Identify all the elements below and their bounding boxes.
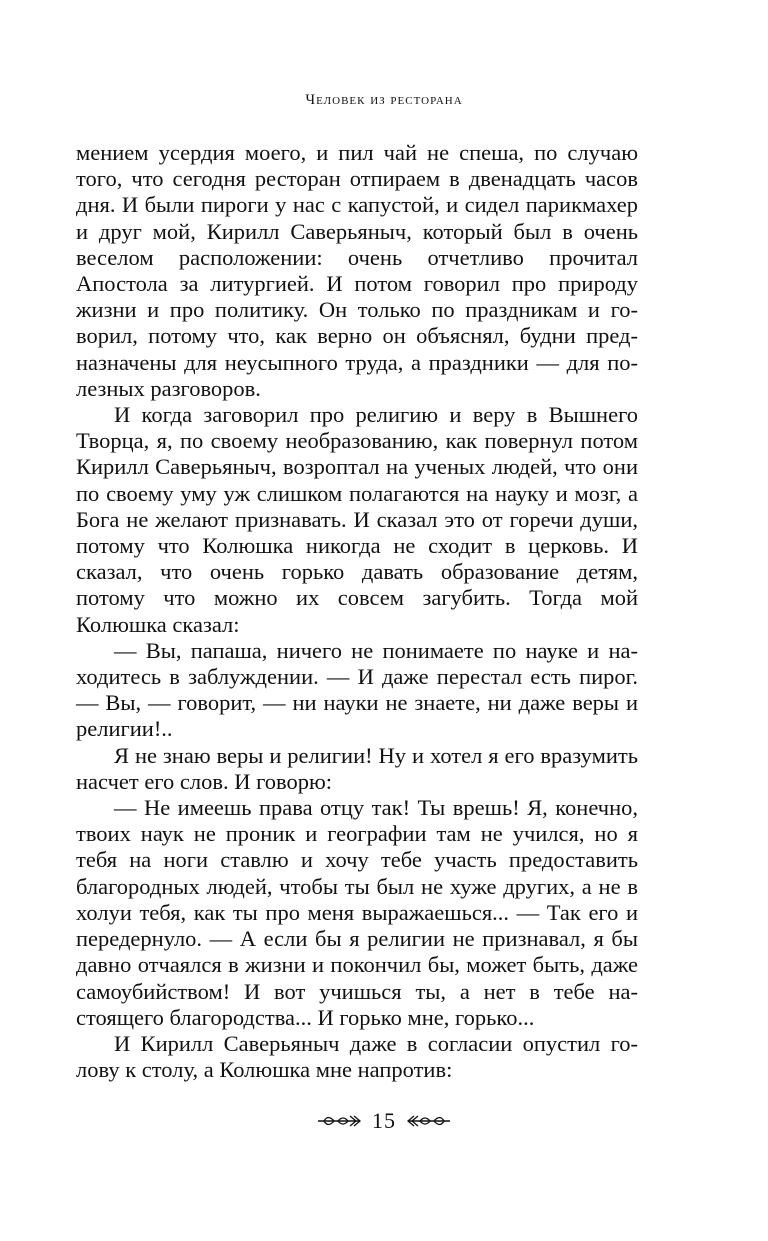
running-head: Человек из ресторана [305,92,463,108]
paragraph-3: — Вы, папаша, ничего не понимаете по науке и находитесь в заблуждении. — И даже перестал есть пирог. — Вы, — говорит, — ни науки не знаете, ни даже веры и религии!.. [76,637,638,742]
paragraph-5: — Не имеешь права отцу так! Ты врешь! Я, конечно, твоих наук не проник и географии там не учился, но я тебя на ноги ставлю и хочу тебе участь предоставить благородных людей, чтобы ты был не хуже других, а не в холуи тебя, как ты про меня выражаешься... — Так его и передернуло. — А если бы я религии не признавал, я бы давно отчаялся в жизни и покончил бы, может быть, даже самоубийством! И вот учишься ты, а нет в тебе настоящего благородства... И горько мне, горько... [76,795,638,1030]
paragraph-2: И когда заговорил про религию и веру в Вышнего Творца, я, по своему необразованию, как повернул потом Кирилл Саверьяныч, возроптал на ученых людей, что они по своему уму уж слишком полагаются на науку и мозг, а Бога не желают признавать. И сказал это от горечи души, потому что Колюшка никогда не сходит в церковь. И сказал, что очень горько давать образование детям, потому что можно их совсем загубить. Тогда мой Колюшка сказал: [76,402,638,637]
page-footer [0,1108,768,1134]
paragraph-1: мением усердия моего, и пил чай не спеша, по случаю того, что сегодня ресторан отпираем в двенадцать часов дня. И были пироги у нас с капустой, и сидел парикмахер и друг мой, Кирилл Саверьяныч, который был в очень веселом расположении: очень отчетливо прочитал Апостола за литургией. И потом говорил про природу жизни и про политику. Он только по праздникам и говорил, потому что, как верно он объяснял, будни предназначены для неусыпного труда, а праздники — для полезных разговоров. [76,140,638,401]
paragraph-6: И Кирилл Саверьяныч даже в согласии опустил голову к столу, а Колюшка мне напротив: [76,1030,638,1083]
flourish-right-icon [406,1112,452,1130]
paragraph-4: Я не знаю веры и религии! Ну и хотел я его вразумить насчет его слов. И говорю: [76,742,638,794]
page-number: 15 [372,1108,396,1133]
flourish-left-icon [316,1112,362,1130]
body-text [76,140,638,1083]
